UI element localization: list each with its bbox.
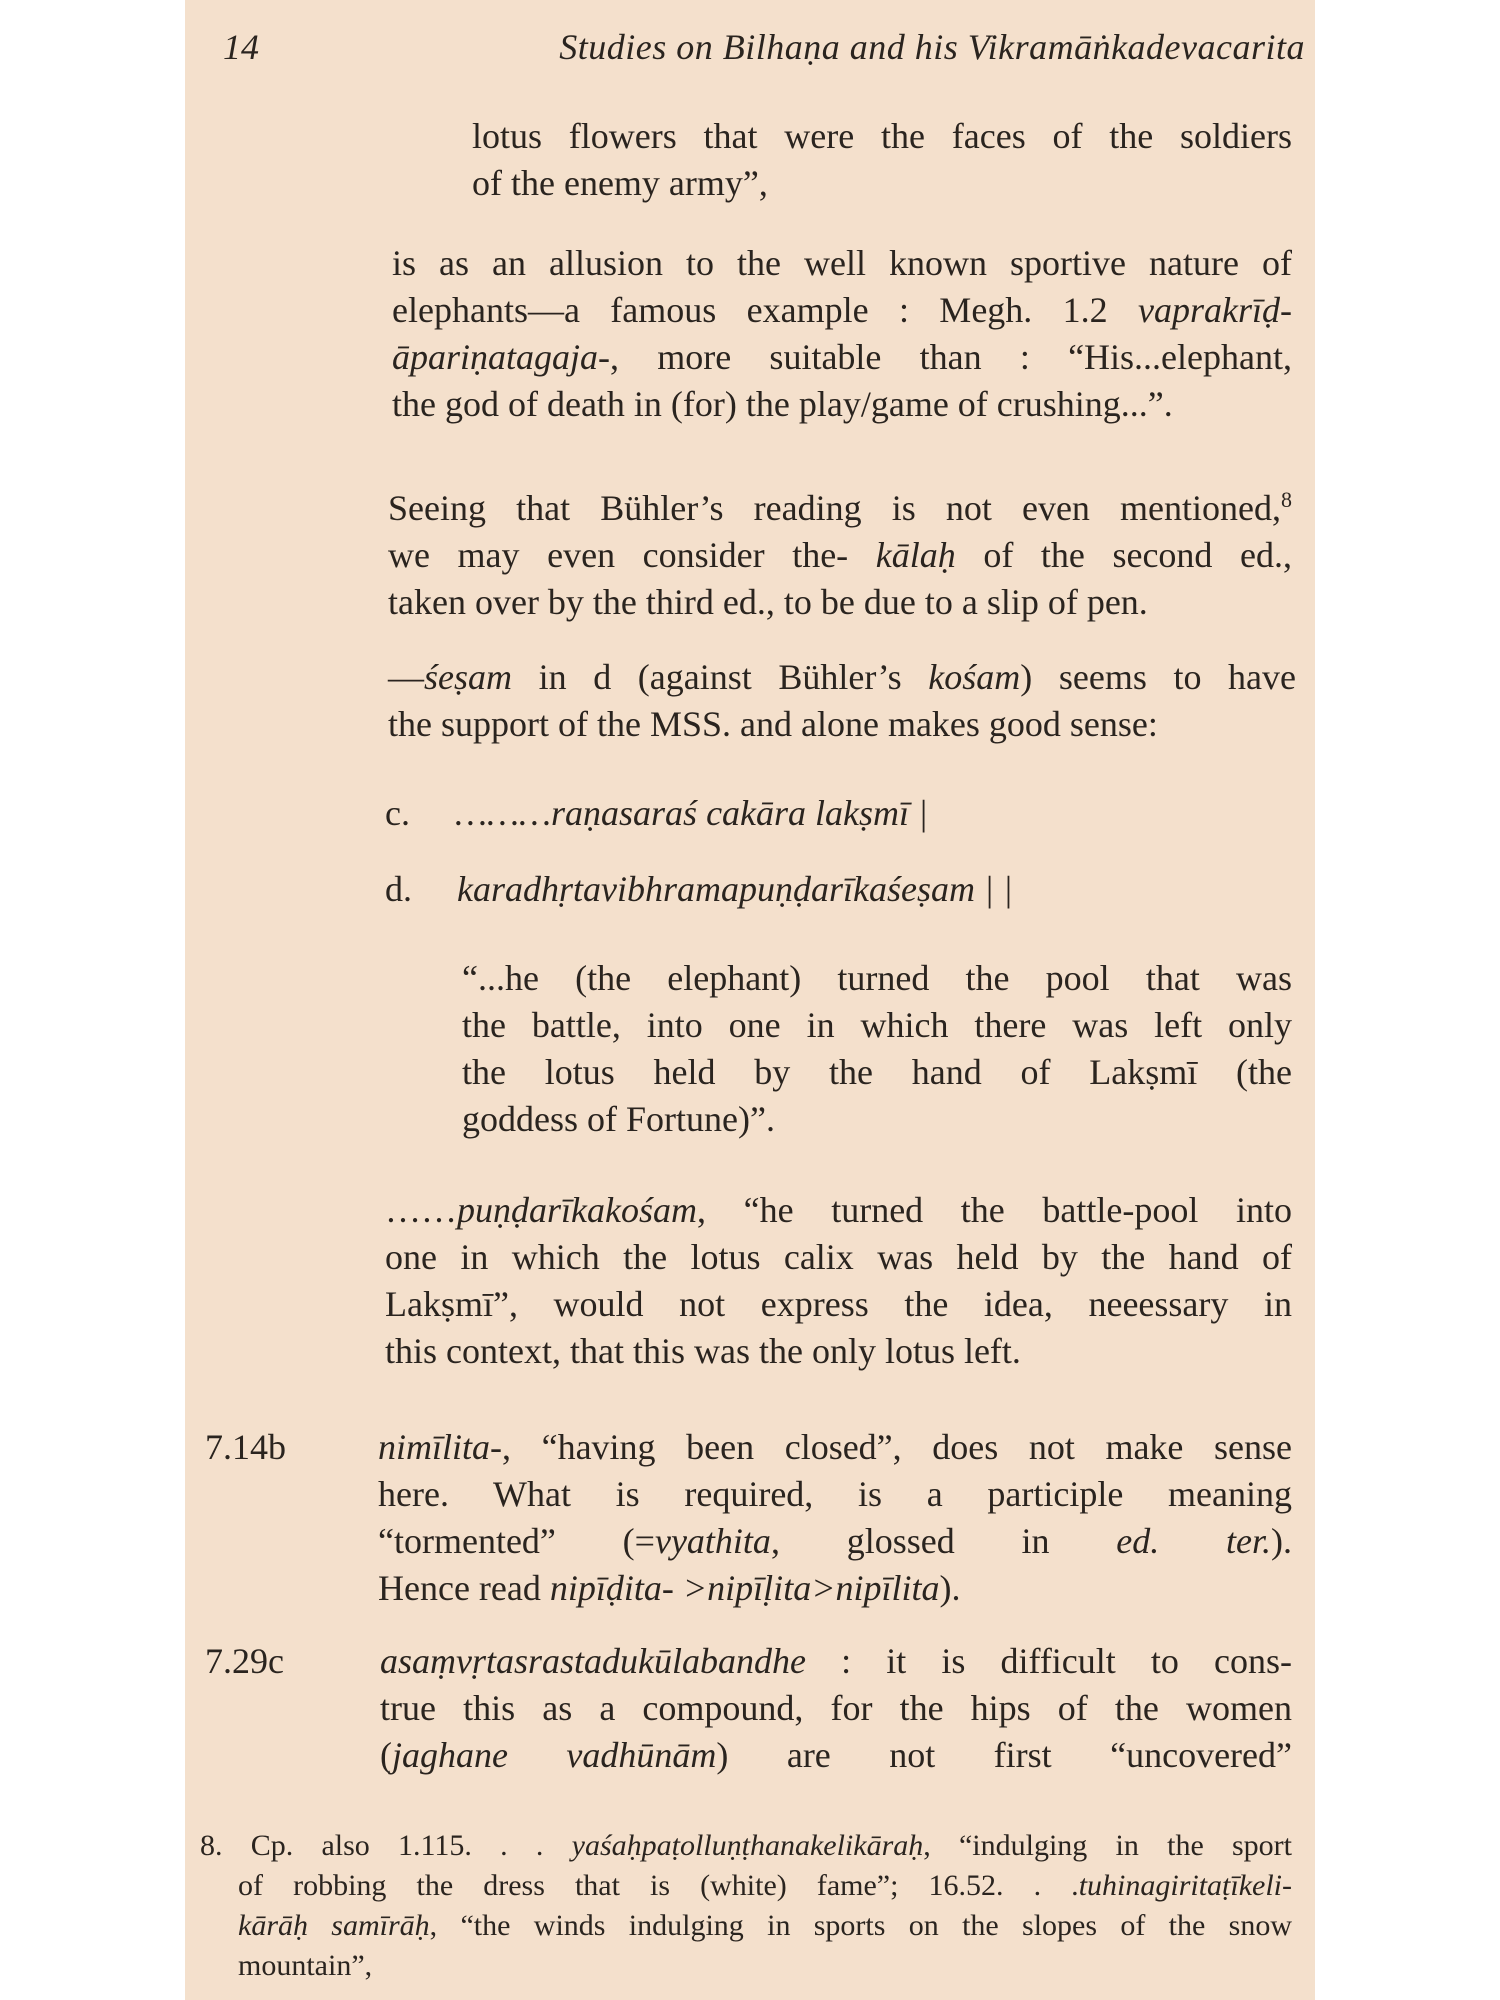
text-line: of robbing the dress that is (white) fame”; 16.52. . .tuhinagiritaṭīkeli- bbox=[238, 1869, 1292, 1902]
text-line: āpariṇatagaja-, more suitable than : “His...elephant, bbox=[392, 337, 1292, 377]
text-line: —śeṣam in d (against Bühler’s kośam) seems to have bbox=[388, 657, 1296, 697]
entry-7-14b bbox=[378, 1424, 1292, 1612]
text-line: Seeing that Bühler’s reading is not even mentioned,$^8$ bbox=[388, 487, 1292, 528]
text-line: goddess of Fortune)”. bbox=[462, 1099, 775, 1139]
text-line: the god of death in (for) the play/game of crushing...”. bbox=[392, 384, 1173, 424]
text-line: here. What is required, is a participle meaning bbox=[378, 1474, 1292, 1514]
verse-d-text: karadhṛtavibhramapuṇḍarīkaśeṣam | | bbox=[457, 869, 1013, 909]
footnote-8 bbox=[200, 1826, 1292, 1986]
text-line: one in which the lotus calix was held by the hand of bbox=[385, 1237, 1292, 1277]
text-line: (jaghane vadhūnām) are not first “uncovered” bbox=[380, 1735, 1292, 1775]
paragraph-3 bbox=[388, 654, 1296, 748]
text-line: we may even consider the- kālaḥ of the second ed., bbox=[388, 535, 1292, 575]
text-line: Hence read nipīḍita- >nipīḷita>nipīlita). bbox=[378, 1568, 961, 1608]
text-line: taken over by the third ed., to be due to a slip of pen. bbox=[388, 582, 1148, 622]
book-page bbox=[185, 0, 1315, 2000]
text-line: “...he (the elephant) turned the pool that was bbox=[462, 958, 1292, 998]
entry-label-7-29c: 7.29c bbox=[205, 1641, 284, 1681]
entry-7-29c bbox=[380, 1638, 1292, 1779]
text-line: nimīlita-, “having been closed”, does not make sense bbox=[378, 1427, 1292, 1467]
text-line: asaṃvṛtasrastadukūlabandhe : it is difficult to cons- bbox=[380, 1641, 1292, 1681]
running-head: Studies on Bilhaṇa and his Vikramāṅkadevacarita bbox=[559, 27, 1305, 67]
text-line: of the enemy army”, bbox=[472, 163, 768, 203]
text-line: “tormented” (=vyathita, glossed in ed. ter.). bbox=[378, 1521, 1292, 1561]
page-number: 14 bbox=[223, 27, 259, 67]
paragraph-4 bbox=[385, 1187, 1292, 1375]
entry-label-7-14b: 7.14b bbox=[205, 1427, 286, 1467]
paragraph-2 bbox=[388, 476, 1292, 626]
text-line: 8. Cp. also 1.115. . . yaśaḥpaṭolluṇṭhanakelikāraḥ, “indulging in the sport bbox=[200, 1829, 1292, 1862]
verse-c-text: ………raṇasaraś cakāra lakṣmī | bbox=[455, 793, 928, 833]
verse-c-label: c. bbox=[385, 793, 410, 833]
text-line: the battle, into one in which there was left only bbox=[462, 1005, 1292, 1045]
text-line: ……puṇḍarīkakośam, “he turned the battle-pool into bbox=[385, 1190, 1292, 1230]
text-line: this context, that this was the only lotus left. bbox=[385, 1331, 1021, 1371]
text-line: the lotus held by the hand of Lakṣmī (the bbox=[462, 1052, 1292, 1092]
paragraph-1 bbox=[392, 240, 1292, 428]
text-line: lotus flowers that were the faces of the soldiers bbox=[472, 116, 1292, 156]
text-line: elephants—a famous example : Megh. 1.2 vaprakrīḍ- bbox=[392, 290, 1292, 330]
text-line: Lakṣmī”, would not express the idea, neeessary in bbox=[385, 1284, 1292, 1324]
text-line: mountain”, bbox=[238, 1949, 373, 1982]
text-line: is as an allusion to the well known sportive nature of bbox=[392, 243, 1292, 283]
quote-top bbox=[472, 113, 1292, 207]
verse-d-label: d. bbox=[385, 869, 412, 909]
text-line: kārāḥ samīrāḥ, “the winds indulging in sports on the slopes of the snow bbox=[238, 1909, 1292, 1942]
quote-mid bbox=[462, 955, 1292, 1143]
text-line: true this as a compound, for the hips of the women bbox=[380, 1688, 1292, 1728]
text-line: the support of the MSS. and alone makes good sense: bbox=[388, 704, 1158, 744]
